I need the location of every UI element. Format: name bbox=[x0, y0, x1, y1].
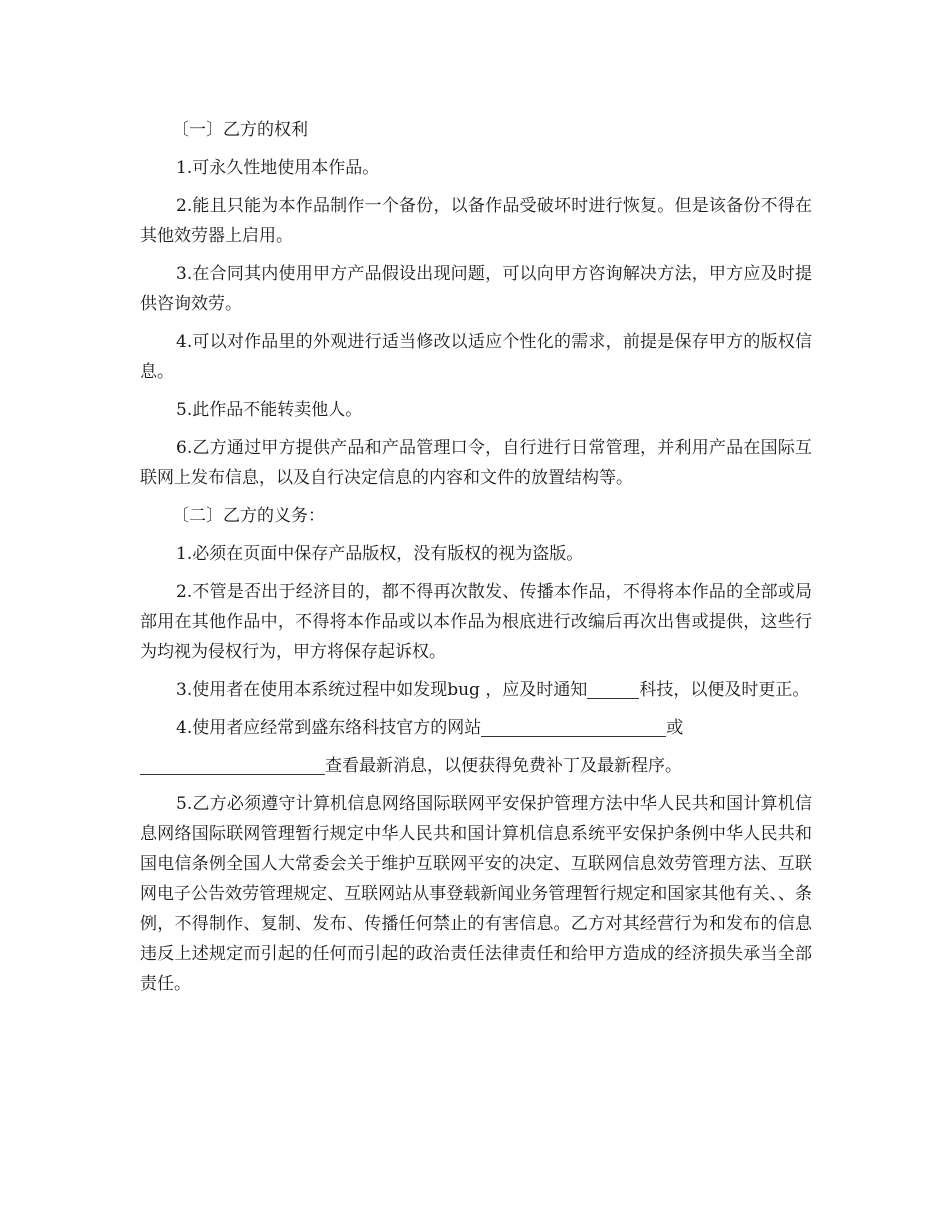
rights-item-5: 5.此作品不能转卖他人。 bbox=[176, 400, 363, 420]
duties-item-4-text-start: 4.使用者应经常到盛东络科技官方的网站 bbox=[176, 718, 482, 738]
duties-item-4-text-end: 查看最新消息，以便获得免费补丁及最新程序。 bbox=[325, 756, 682, 776]
duties-item-3-text-end: 科技，以便及时更正。 bbox=[639, 680, 810, 700]
fill-blank-company bbox=[587, 676, 639, 699]
duties-item-3-text-start: 3.使用者在使用本系统过程中如发现bug ，应及时通知 bbox=[176, 680, 588, 700]
duties-item-4-or: 或 bbox=[666, 718, 684, 738]
duties-item-1: 1.必须在页面中保存产品版权，没有版权的视为盗版。 bbox=[176, 544, 584, 564]
duties-item-4 bbox=[140, 713, 812, 743]
duties-item-2: 2.不管是否出于经济目的，都不得再次散发、传播本作品，不得将本作品的全部或局部用在其他作品中，不得将本作品或以本作品为根底进行改编后再次出售或提供，这些行为均视为侵权行为，甲方将保存起诉权。 bbox=[140, 582, 812, 662]
rights-item-1: 1.可永久性地使用本作品。 bbox=[176, 158, 380, 178]
rights-item-6: 6.乙方通过甲方提供产品和产品管理口令，自行进行日常管理，并利用产品在国际互联网上发布信息，以及自行决定信息的内容和文件的放置结构等。 bbox=[140, 438, 812, 488]
rights-item-2: 2.能且只能为本作品制作一个备份，以备作品受破坏时进行恢复。但是该备份不得在其他效劳器上启用。 bbox=[140, 196, 812, 246]
rights-item-3: 3.在合同其内使用甲方产品假设出现问题，可以向甲方咨询解决方法，甲方应及时提供咨询效劳。 bbox=[140, 264, 812, 314]
section-heading-rights: 〔一〕乙方的权利 bbox=[172, 120, 308, 140]
duties-item-3 bbox=[140, 675, 812, 705]
document-body bbox=[140, 115, 812, 1007]
fill-blank-website-1 bbox=[481, 714, 666, 737]
duties-item-4-continued bbox=[140, 751, 812, 781]
duties-item-5: 5.乙方必须遵守计算机信息网络国际联网平安保护管理方法中华人民共和国计算机信息网络国际联网管理暂行规定中华人民共和国计算机信息系统平安保护条例中华人民共和国电信条例全国人大常委会关于维护互联网平安的决定、互联网信息效劳管理方法、互联网电子公告效劳管理规定、互联网站从事登载新闻业务管理暂行规定和国家其他有关、、条例，不得制作、复制、发布、传播任何禁止的有害信息。乙方对其经营行为和发布的信息违反上述规定而引起的任何而引起的政治责任法律责任和给甲方造成的经济损失承当全部责任。 bbox=[140, 794, 812, 994]
section-heading-duties: 〔二〕乙方的义务： bbox=[172, 506, 325, 526]
rights-item-4: 4.可以对作品里的外观进行适当修改以适应个性化的需求，前提是保存甲方的版权信息。 bbox=[140, 332, 812, 382]
fill-blank-website-2 bbox=[140, 752, 325, 775]
